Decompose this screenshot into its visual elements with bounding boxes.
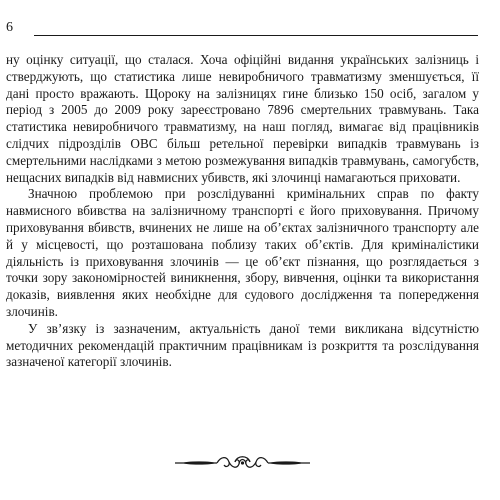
header-rule <box>34 35 478 36</box>
body-text <box>6 52 479 371</box>
paragraph-2: Значною проблемою при розслідуванні кримінальних справ по факту навмисного вбивства на залізничному транспорті є його приховування. Причому приховування вбивств, вчинених не лише на об’єктах залізничного транспорту але й у місцевості, що розташована поблизу таких об’єктів. Для криміналістики діяльність із приховування злочинів — це об’єкт пізнання, що розглядається з точки зору закономірностей виникнення, збору, вивчення, оцінки та використання доказів, виявлення яких необхідне для судового дослідження та попередження злочинів. <box>6 186 479 319</box>
decorative-flourish-icon <box>175 452 310 474</box>
paragraph-3: У зв’язку із зазначеним, актуальність даної теми викликана відсутністю методичних рекомендацій практичним працівникам із розкриття та розслідування зазначеної категорії злочинів. <box>6 320 479 370</box>
paragraph-1: ну оцінку ситуації, що сталася. Хоча офіційні видання українських залізниць і стверджують, що статистика лише невиробничого травматизму зменшується, її дані просто вражають. Щороку на залізницях гине близько 150 осіб, загалом у період з 2005 до 2009 року зареєстровано 7896 смертельних травмувань. Така статистика невиробничого травматизму, на наш погляд, вимагає від працівників слідчих підрозділів ОВС більш ретельної перевірки випадків травмувань із смертельними наслідками з метою розмежування випадків травмувань, самогубств, нещасних випадків від навмисних убивств, які злочинці намагаються приховати. <box>6 52 479 185</box>
page-number: 6 <box>6 20 13 35</box>
